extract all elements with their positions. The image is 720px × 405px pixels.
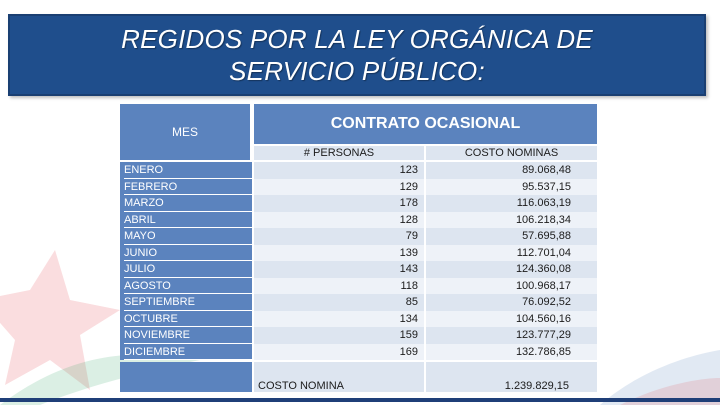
costo-cell: 89.068,48 (426, 162, 597, 179)
personas-header: # PERSONAS (254, 146, 424, 160)
personas-cell: 169 (254, 344, 424, 361)
costo-cell: 112.701,04 (426, 245, 597, 262)
personas-cell: 134 (254, 311, 424, 328)
month-cell: OCTUBRE (124, 311, 252, 328)
costo-nominas-header: COSTO NOMINAS (426, 146, 597, 160)
month-cell: JUNIO (124, 245, 252, 262)
costo-cell: 95.537,15 (426, 179, 597, 196)
personas-cell: 128 (254, 212, 424, 229)
personas-cell: 85 (254, 294, 424, 311)
month-cell: NOVIEMBRE (124, 327, 252, 344)
costo-nomina-label: COSTO NOMINA (254, 362, 424, 392)
month-cell: MARZO (124, 195, 252, 212)
contrato-ocasional-header: CONTRATO OCASIONAL (254, 104, 597, 144)
costo-cell: 132.786,85 (426, 344, 597, 361)
costo-cell: 124.360,08 (426, 261, 597, 278)
personas-cell: 159 (254, 327, 424, 344)
personas-cell: 129 (254, 179, 424, 196)
page-title (121, 23, 593, 87)
mes-footer-cell (120, 362, 252, 392)
blue-swoosh-icon (600, 350, 720, 405)
title-line-2: SERVICIO PÚBLICO: (229, 56, 485, 86)
month-cell: JULIO (124, 261, 252, 278)
title-line-1: REGIDOS POR LA LEY ORGÁNICA DE (121, 24, 593, 54)
month-cell: DICIEMBRE (124, 344, 252, 361)
costo-cell: 106.218,34 (426, 212, 597, 229)
month-cell: AGOSTO (124, 278, 252, 295)
title-banner (8, 14, 706, 96)
mes-header: MES (120, 104, 250, 160)
personas-cell: 123 (254, 162, 424, 179)
month-cell: ENERO (124, 162, 252, 179)
costo-cell: 76.092,52 (426, 294, 597, 311)
footer-line (0, 398, 720, 402)
personas-cell: 139 (254, 245, 424, 262)
personas-cell: 79 (254, 228, 424, 245)
costo-cell: 100.968,17 (426, 278, 597, 295)
costo-cell: 116.063,19 (426, 195, 597, 212)
month-cell: SEPTIEMBRE (124, 294, 252, 311)
costo-cell: 57.695,88 (426, 228, 597, 245)
personas-cell: 178 (254, 195, 424, 212)
costo-nomina-total: 1.239.829,15 (426, 362, 597, 392)
red-star-icon (0, 250, 120, 390)
costo-cell: 104.560,16 (426, 311, 597, 328)
personas-cell: 118 (254, 278, 424, 295)
personas-cell: 143 (254, 261, 424, 278)
month-cell: ABRIL (124, 212, 252, 229)
month-cell: MAYO (124, 228, 252, 245)
costo-cell: 123.777,29 (426, 327, 597, 344)
month-cell: FEBRERO (124, 179, 252, 196)
